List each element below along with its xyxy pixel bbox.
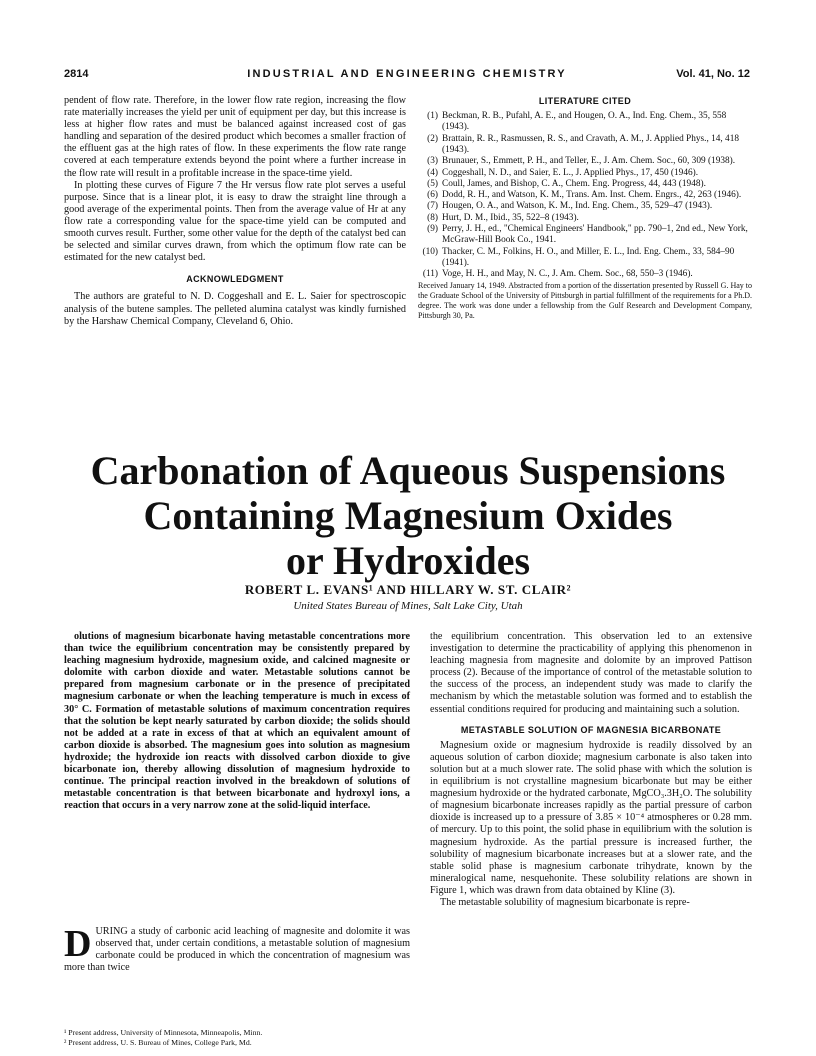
article-authors: ROBERT L. EVANS¹ AND HILLARY W. ST. CLAIR² [244, 582, 572, 597]
reference-item [418, 156, 752, 167]
page-number: 2814 [64, 68, 89, 80]
reference-item [418, 111, 752, 134]
reference-item [418, 190, 752, 201]
footnotes [64, 1028, 410, 1047]
title-line: Carbonation of Aqueous Suspensions [90, 448, 726, 493]
acknowledgment-text: The authors are grateful to N. D. Coggeshall and E. L. Saier for spectroscopic analysis of the butene samples. The pelleted alumina catalyst was kindly furnished by the Harshaw Chemical Company, Cleveland 6, Ohio. [64, 291, 406, 327]
reference-item [418, 213, 752, 224]
article-abstract [64, 631, 410, 812]
section-heading: METASTABLE SOLUTION OF MAGNESIA BICARBONATE [460, 724, 722, 735]
received-note: Received January 14, 1949. Abstracted from a portion of the dissertation presented by Russell G. Hay to the Graduate School of the University of Pittsburgh in partial fulfillment of the requirements for a Ph.D. degree. The work was done under a fellowship from the Gulf Research and Development Company, Pittsburgh 30, Pa. [418, 280, 752, 320]
reference-text: Brunauer, S., Emmett, P. H., and Teller, E., J. Am. Chem. Soc., 60, 309 (1938). [442, 156, 736, 167]
reference-number: (10) [422, 246, 438, 257]
reference-item [418, 269, 752, 280]
reference-number: (2) [427, 133, 438, 144]
reference-item [418, 247, 752, 270]
reference-text: Hougen, O. A., and Watson, K. M., Ind. Eng. Chem., 35, 529–47 (1943). [442, 201, 713, 212]
reference-number: (5) [427, 178, 438, 189]
reference-text: Beckman, R. B., Pufahl, A. E., and Hougen, O. A., Ind. Eng. Chem., 35, 558 (1943). [442, 111, 727, 133]
reference-item [418, 179, 752, 190]
reference-item [418, 134, 752, 157]
literature-cited-heading: LITERATURE CITED [538, 96, 632, 106]
previous-article-paragraph: pendent of flow rate. Therefore, in the lower flow rate region, increasing the flow rate materially increases the yield per unit of equipment per day, but this increase is less at higher flow rates and must be balanced against increased cost of gas handling and separation of the desired product which becomes a smaller fraction of the effluent gas at the high rates of flow. In these experiments the flow rate range covered at each temperature extends beyond the point where a further increase in the flow rate will result in a profitable increase in the space-time yield. [64, 95, 406, 179]
title-line: Containing Magnesium Oxides [143, 493, 673, 538]
introduction-text: URING a study of carbonic acid leaching of magnesite and dolomite it was observed that, under certain conditions, a metastable solution of magnesium carbonate could be produced in which the concentration of magnesium was more than twice [64, 926, 410, 974]
reference-text: Perry, J. H., ed., "Chemical Engineers' Handbook," pp. 790–1, 2nd ed., New York, McGraw-Hill Book Co., 1941. [442, 224, 748, 246]
reference-item [418, 224, 752, 247]
running-header [64, 68, 750, 84]
title-line: or Hydroxides [285, 538, 531, 583]
footnote: ² Present address, U. S. Bureau of Mines, College Park, Md. [64, 1037, 252, 1047]
volume-issue: Vol. 41, No. 12 [676, 68, 750, 80]
reference-number: (8) [427, 212, 438, 223]
reference-number: (7) [427, 201, 438, 212]
previous-article-paragraph: In plotting these curves of Figure 7 the Hr versus flow rate plot serves a useful purpose. Since that is a linear plot, it is easy to draw the straight line through a good average of the experimental points. Then from the average value of Hr at any flow rate a corresponding value for the space-time yield can be computed and smooth curves result. Further, some other value for the depth of the catalyst bed can be selected and similar curves drawn, from which the optimum flow rate can be estimated for the new catalyst bed. [64, 179, 406, 264]
reference-number: (11) [422, 269, 438, 280]
reference-text: Hurt, D. M., Ibid., 35, 522–8 (1943). [442, 212, 579, 223]
journal-name: INDUSTRIAL AND ENGINEERING CHEMISTRY [247, 68, 567, 80]
previous-article-column [64, 95, 406, 328]
reference-item [418, 168, 752, 179]
reference-text: Coull, James, and Bishop, C. A., Chem. Eng. Progress, 44, 443 (1948). [442, 178, 706, 189]
reference-number: (4) [427, 167, 438, 178]
body-paragraph: Magnesium oxide or magnesium hydroxide is readily dissolved by an aqueous solution of carbon dioxide; magnesium carbonate is also taken into solution but at a much slower rate. The solid phase with which the solution is in equilibrium is not crystalline magnesium bicarbonate but may be either magnesium hydroxide or the hydrated carbonate, MgCO₃.3H₂O. The solubility of magnesium bicarbonate increases rapidly as the partial pressure of carbon dioxide is increased up to a pressure of 3.85 × 10⁻⁴ atmospheres or 0.28 mm. of mercury. Up to this point, the solid phase in equilibrium with the solution is magnesium hydroxide. As the partial pressure is increased further, the solubility of magnesium bicarbonate increases but at a slower rate, and the stable solid phase is magnesium carbonate trihydrate, known by the mineralogical name, nesquehonite. These solubility relations are shown in Figure 1, which was drawn from data obtained by Kline (3). [430, 739, 752, 896]
abstract-text: olutions of magnesium bicarbonate having metastable concentrations more than twice the equilibrium concentration may be consistently prepared by leaching magnesium hydroxide, magnesium oxide, and calcined magnesite or dolomite with carbon dioxide and water. Metastable solutions cannot be prepared from magnesium carbonate or in the presence of precipitated magnesium carbonate or when the leaching temperature is much in excess of 30° C. Formation of metastable solutions of maximum concentration requires that the solution be kept nearly saturated by carbon dioxide; the solids should not be added at a rate in excess of that at which an equivalent amount of carbon dioxide is absorbed. The magnesium goes into solution as magnesium hydroxide; the hydroxide ion reacts with dissolved carbon dioxide to give bicarbonate ion, thereby allowing dissolution of magnesium hydroxide to continue. The principal reaction involved in the breakdown of solutions of metastable concentration is that between bicarbonate and hydroxyl ions, a reaction that occurs in a very narrow zone at the solid-liquid interface. [64, 631, 410, 812]
article-title [40, 448, 776, 583]
reference-text: Brattain, R. R., Rasmussen, R. S., and Cravath, A. M., J. Applied Phys., 14, 418 (1943). [442, 133, 739, 155]
reference-number: (9) [427, 224, 438, 235]
reference-text: Coggeshall, N. D., and Saier, E. L., J. Applied Phys., 17, 450 (1946). [442, 167, 699, 178]
introduction [64, 923, 410, 974]
acknowledgment-heading: ACKNOWLEDGMENT [186, 274, 284, 285]
reference-text: Thacker, C. M., Folkins, H. O., and Miller, E. L., Ind. Eng. Chem., 33, 584–90 (1941). [442, 246, 735, 268]
author-affiliation: United States Bureau of Mines, Salt Lake City, Utah [293, 600, 523, 612]
reference-number: (6) [427, 190, 438, 201]
reference-number: (1) [427, 111, 438, 122]
literature-cited-column [418, 95, 752, 321]
reference-item [418, 201, 752, 212]
reference-number: (3) [427, 156, 438, 167]
article-body-column [430, 631, 752, 909]
reference-list [418, 111, 752, 280]
body-paragraph: The metastable solubility of magnesium bicarbonate is repre- [440, 896, 690, 908]
reference-text: Dodd, R. H., and Watson, K. M., Trans. Am. Inst. Chem. Engrs., 42, 263 (1946). [442, 190, 742, 201]
footnote: ¹ Present address, University of Minnesota, Minneapolis, Minn. [64, 1028, 263, 1037]
reference-text: Voge, H. H., and May, N. C., J. Am. Chem. Soc., 68, 550–3 (1946). [442, 269, 693, 280]
body-paragraph: the equilibrium concentration. This observation led to an extensive investigation to determine the practicability of applying this phenomenon in leaching magnesia from magnesite and dolomite by an improved Pattison process (2). Because of the importance of control of the metastable solution to the success of the process, an independent study was made to clarify the mechanism by which the metastable solution was formed and to establish the essential conditions required for producing and maintaining such a solution. [430, 631, 752, 715]
drop-cap: D [64, 923, 92, 965]
